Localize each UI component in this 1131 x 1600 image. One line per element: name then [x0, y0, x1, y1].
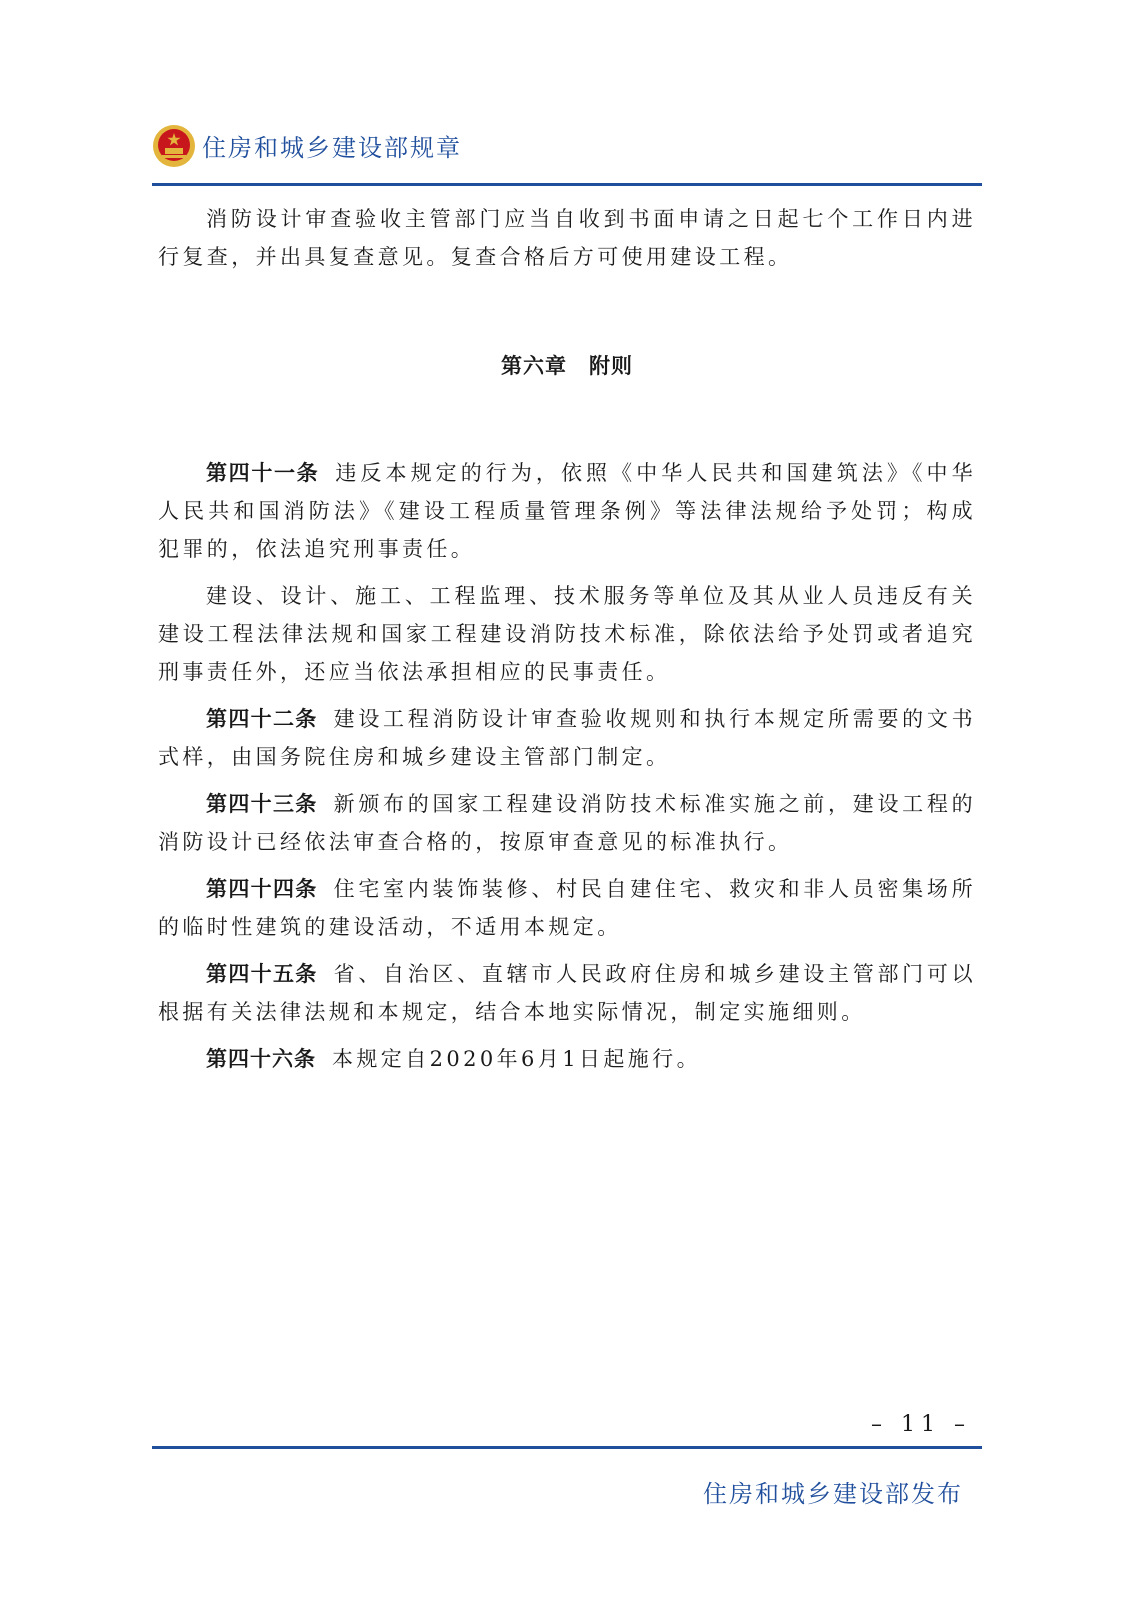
article-46 — [158, 1040, 976, 1078]
national-emblem-icon — [152, 124, 196, 168]
article-44 — [158, 870, 976, 946]
article-number: 第四十五条 — [206, 962, 318, 986]
article-text: 建设、设计、施工、工程监理、技术服务等单位及其从业人员违反有关建设工程法律法规和国家工程建设消防技术标准，除依法给予处罚或者追究刑事责任外，还应当依法承担相应的民事责任。 — [158, 584, 976, 684]
header-rule — [152, 183, 982, 186]
page-number: – 11 – — [871, 1412, 971, 1437]
document-body — [158, 200, 976, 1087]
footer-rule — [152, 1446, 982, 1449]
article-number: 第四十三条 — [206, 792, 318, 816]
article-45 — [158, 955, 976, 1031]
header-title: 住房和城乡建设部规章 — [202, 134, 462, 162]
article-text: 省、自治区、直辖市人民政府住房和城乡建设主管部门可以根据有关法律法规和本规定，结合本地实际情况，制定实施细则。 — [158, 962, 977, 1024]
article-text: 建设工程消防设计审查验收规则和执行本规定所需要的文书式样，由国务院住房和城乡建设主管部门制定。 — [158, 707, 977, 769]
paragraph: 消防设计审查验收主管部门应当自收到书面申请之日起七个工作日内进行复查，并出具复查意见。复查合格后方可使用建设工程。 — [158, 207, 976, 269]
chapter-title: 第六章 附则 — [501, 354, 633, 378]
article-text: 本规定自2020年6月1日起施行。 — [332, 1047, 701, 1071]
article-number: 第四十一条 — [206, 461, 320, 485]
article-41 — [158, 454, 976, 568]
page-header — [152, 120, 982, 192]
article-text: 违反本规定的行为，依照《中华人民共和国建筑法》《中华人民共和国消防法》《建设工程质量管理条例》等法律法规给予处罚；构成犯罪的，依法追究刑事责任。 — [158, 461, 977, 561]
article-number: 第四十六条 — [206, 1047, 316, 1071]
article-text: 新颁布的国家工程建设消防技术标准实施之前，建设工程的消防设计已经依法审查合格的，按原审查意见的标准执行。 — [158, 792, 977, 854]
article-43 — [158, 785, 976, 861]
article-42 — [158, 700, 976, 776]
article-text: 住宅室内装饰装修、村民自建住宅、救灾和非人员密集场所的临时性建筑的建设活动，不适用本规定。 — [158, 877, 977, 939]
paragraph — [158, 577, 976, 691]
article-number: 第四十四条 — [206, 877, 318, 901]
article-number: 第四十二条 — [206, 707, 318, 731]
footer-publisher: 住房和城乡建设部发布 — [703, 1480, 963, 1508]
